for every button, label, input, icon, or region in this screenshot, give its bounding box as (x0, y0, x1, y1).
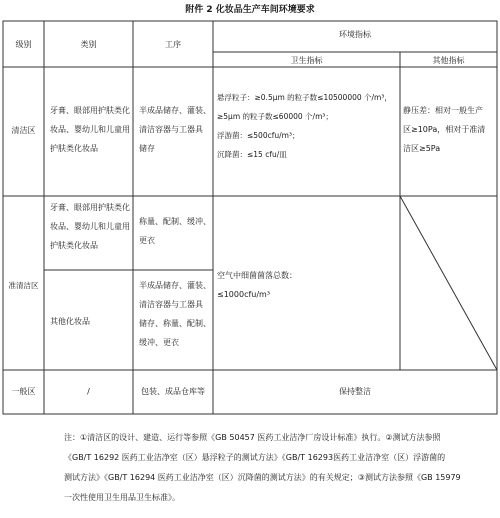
header-env: 环境指标 (339, 30, 371, 39)
process-general: 包装、成品仓库等 (141, 387, 205, 396)
category-semi-a: 牙膏、眼部用护肤类化 妆品、婴幼儿和儿童用 护肤类化妆品 (50, 203, 130, 250)
diagonal-slash (400, 196, 497, 370)
hygiene-general: 保持整洁 (339, 387, 371, 396)
footnote: 注：①清洁区的设计、建造、运行等参照《GB 50457 医药工业洁净厂房设计标准》执行。②测试方法参照 《GB/T 16292 医药工业洁净室（区）悬浮粒子的测试方法》《GB/T 16293医药工业洁净室（区）浮游菌的 测试方法》《GB/T 16294 医药工业洁净室（区）沉降菌的测试方法》的有关规定；③测试方法参照《GB 15979 一次性使用卫生用品卫生标准》。 (64, 433, 461, 502)
page-title: 附件 2 化妆品生产车间环境要求 (185, 5, 315, 15)
category-clean: 牙膏、眼部用护肤类化 妆品、婴幼儿和儿童用 护肤类化妆品 (50, 106, 130, 153)
level-clean: 清洁区 (11, 126, 36, 135)
level-semi: 准清洁区 (8, 281, 39, 290)
other-clean: 静压差：相对一般生产 区≥10Pa，相对于准清 洁区≥5Pa (403, 106, 486, 153)
category-general: / (87, 387, 90, 396)
header-process: 工序 (165, 40, 181, 49)
header-category: 类别 (80, 40, 97, 49)
hygiene-clean: 悬浮粒子：≥0.5μm 的粒子数≤10500000 个/m³， ≥5μm 的粒子数≤60000 个/m³； 浮游菌：≤500cfu/m³； 沉降菌：≤15 cfu/皿 (217, 93, 392, 159)
level-general: 一般区 (11, 387, 36, 396)
header-hygiene: 卫生指标 (290, 56, 323, 65)
header-other: 其他指标 (432, 56, 465, 65)
process-clean: 半成品储存、灌装、 清洁容器与工器具 储存 (139, 106, 211, 153)
category-semi-b: 其他化妆品 (50, 317, 90, 326)
process-semi-b: 半成品储存、灌装、 清洁容器与工器具 储存、称量、配制、 缓冲、更衣 (139, 281, 211, 347)
hygiene-semi: 空气中细菌菌落总数： ≤1000cfu/m³ (217, 271, 297, 299)
header-level: 级别 (15, 40, 32, 49)
process-semi-a: 称量、配制、缓冲、 更衣 (139, 217, 211, 245)
